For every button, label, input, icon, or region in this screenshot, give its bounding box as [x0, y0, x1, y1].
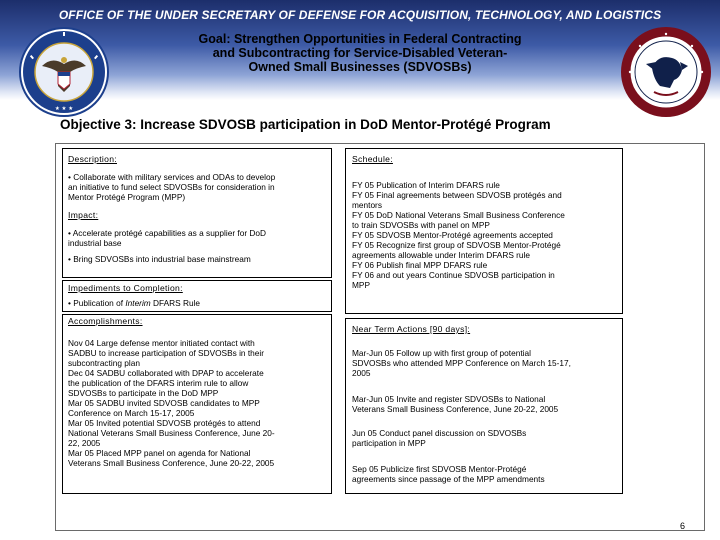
text-line: FY 05 SDVOSB Mentor-Protégé agreements accepted	[352, 230, 553, 240]
impediments-italic: Interim	[125, 298, 151, 308]
text-line: Mar 05 Placed MPP panel on agenda for National	[68, 448, 251, 458]
text-line: mentors	[352, 200, 382, 210]
impediments-suffix: DFARS Rule	[150, 298, 201, 308]
goal-line: and Subcontracting for Service-Disabled Veteran-	[212, 46, 508, 60]
goal-title	[140, 32, 580, 74]
goal-line: Goal: Strengthen Opportunities in Federal Contracting	[198, 32, 522, 46]
svg-text:★ ★ ★: ★ ★ ★	[54, 106, 74, 112]
text-line: FY 06 and out years Continue SDVOSB participation in	[352, 270, 555, 280]
text-line: Nov 04 Large defense mentor initiated contact with	[68, 338, 255, 348]
text-line: FY 05 DoD National Veterans Small Business Conference	[352, 210, 565, 220]
accomplishments-header: Accomplishments:	[68, 316, 143, 326]
text-line: MPP	[352, 280, 370, 290]
text-line: Veterans Small Business Conference, June 20-22, 2005	[68, 458, 275, 468]
near-term-item	[352, 394, 558, 414]
office-title: OFFICE OF THE UNDER SECRETARY OF DEFENSE FOR ACQUISITION, TECHNOLOGY, AND LOGISTICS	[58, 8, 662, 22]
text-line: FY 06 Publish final MPP DFARS rule	[352, 260, 488, 270]
page-number: 6	[680, 521, 686, 531]
impact-bullet: • Bring SDVOSBs into industrial base mainstream	[68, 254, 251, 264]
text-line: FY 05 Recognize first group of SDVOSB Mentor-Protégé	[352, 240, 561, 250]
text-line: Veterans Small Business Conference, June 20-22, 2005	[352, 404, 559, 414]
text-line: Conference on March 15-17, 2005	[68, 408, 195, 418]
text-line: Jun 05 Conduct panel discussion on SDVOSBs	[352, 428, 527, 438]
text-line: Mar 05 SADBU invited SDVOSB candidates to MPP	[68, 398, 260, 408]
text-line: FY 05 Publication of Interim DFARS rule	[352, 180, 500, 190]
text-line: 22, 2005	[68, 438, 101, 448]
impediments-text	[68, 298, 200, 308]
text-line: agreements allowable under Interim DFARS rule	[352, 250, 531, 260]
goal-line: Owned Small Businesses (SDVOSBs)	[248, 60, 472, 74]
schedule-text	[352, 180, 565, 290]
accomplishments-text	[68, 338, 275, 468]
text-line: Mar-Jun 05 Follow up with first group of potential	[352, 348, 531, 358]
text-line: industrial base	[68, 238, 122, 248]
text-line: SDVOSBs who attended MPP Conference on March 15-17,	[352, 358, 571, 368]
text-line: FY 05 Final agreements between SDVOSB protégés and	[352, 190, 562, 200]
impediments-prefix: • Publication of	[68, 298, 126, 308]
text-line: • Accelerate protégé capabilities as a supplier for DoD	[68, 228, 266, 238]
department-of-defense-seal-icon	[18, 26, 110, 118]
text-line: • Collaborate with military services and ODAs to develop	[68, 172, 276, 182]
description-header: Description:	[68, 154, 117, 164]
service-disabled-veteran-small-business-seal-icon	[620, 26, 712, 118]
impediments-header: Impediments to Completion:	[68, 283, 183, 293]
text-line: Mentor Protégé Program (MPP)	[68, 192, 186, 202]
description-text	[68, 172, 275, 202]
impact-bullet	[68, 228, 266, 248]
text-line: subcontracting plan	[68, 358, 140, 368]
text-line: 2005	[352, 368, 371, 378]
text-line: Mar-Jun 05 Invite and register SDVOSBs to National	[352, 394, 546, 404]
text-line: National Veterans Small Business Conference, June 20-	[68, 428, 275, 438]
near-term-item	[352, 464, 545, 484]
text-line: Dec 04 SADBU collaborated with DPAP to accelerate	[68, 368, 264, 378]
objective-title: Objective 3: Increase SDVOSB participation in DoD Mentor-Protégé Program	[60, 117, 551, 132]
text-line: to train SDVOSBs with panel on MPP	[352, 220, 490, 230]
schedule-header: Schedule:	[352, 154, 393, 164]
text-line: Sep 05 Publicize first SDVOSB Mentor-Protégé	[352, 464, 527, 474]
text-line: an initiative to fund select SDVOSBs for consideration in	[68, 182, 275, 192]
text-line: participation in MPP	[352, 438, 426, 448]
impact-header: Impact:	[68, 210, 99, 220]
text-line: agreements since passage of the MPP amendments	[352, 474, 545, 484]
text-line: SDVOSBs to participate in the DoD MPP	[68, 388, 219, 398]
text-line: Mar 05 Invited potential SDVOSB protégés to attend	[68, 418, 261, 428]
near-term-header: Near Term Actions [90 days]:	[352, 324, 471, 334]
text-line: SADBU to increase participation of SDVOSBs in their	[68, 348, 264, 358]
text-line: the publication of the DFARS interim rule to allow	[68, 378, 249, 388]
near-term-item	[352, 428, 526, 448]
near-term-item	[352, 348, 571, 378]
